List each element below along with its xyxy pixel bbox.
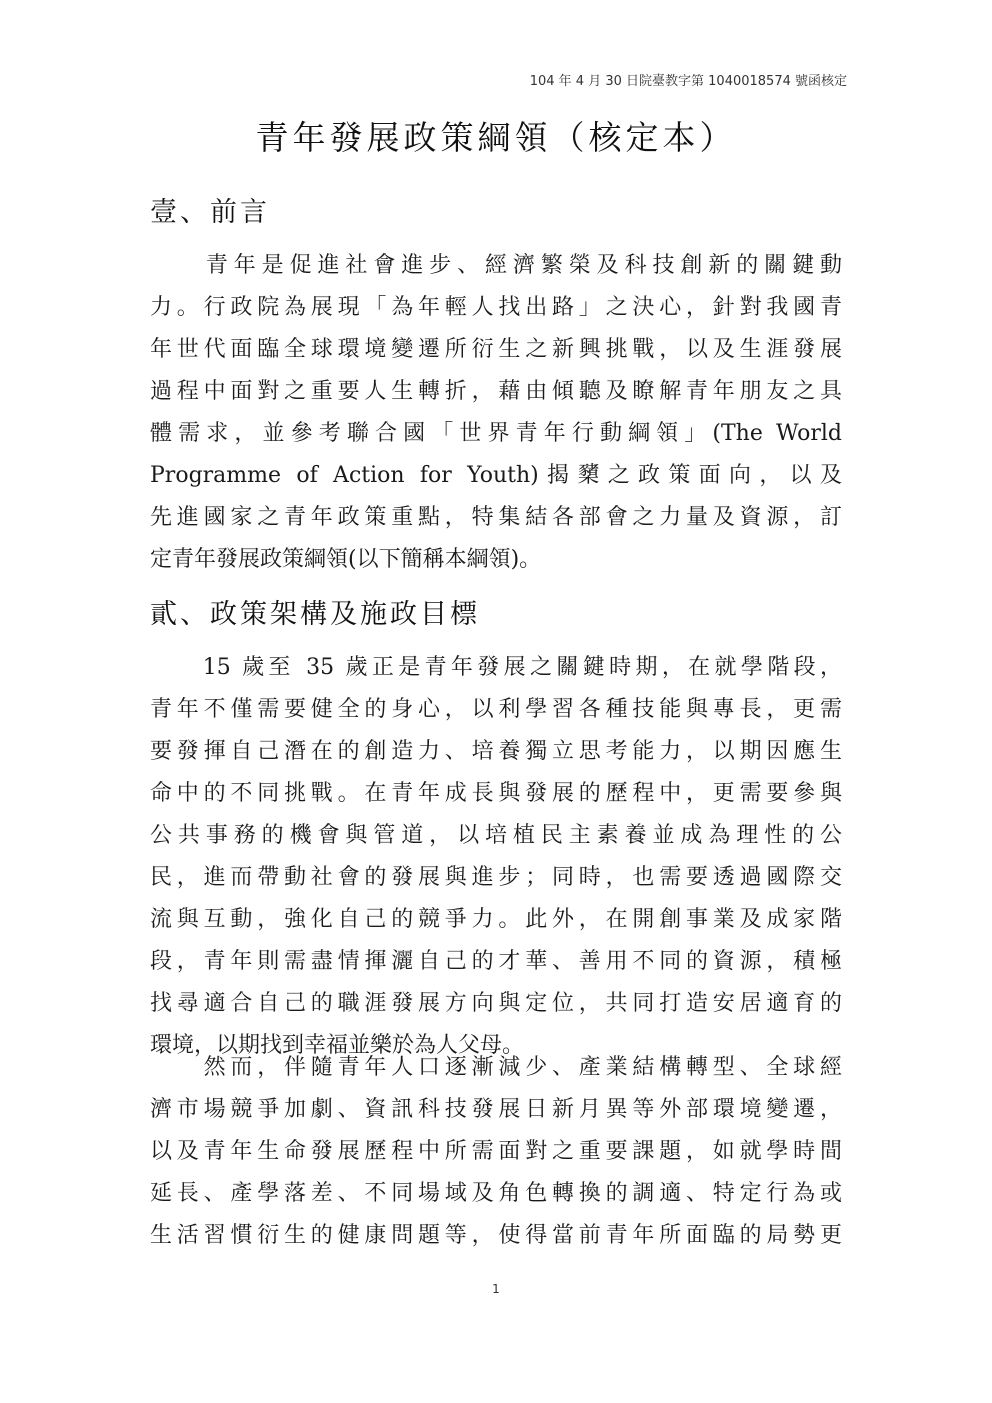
text-line: 定青年發展政策綱領(以下簡稱本綱領)。 (150, 547, 542, 572)
text-line: 青年是促進社會進步、經濟繁榮及科技創新的關鍵動 (150, 253, 842, 278)
page-number: 1 (492, 1282, 500, 1296)
text-line: 生活習慣衍生的健康問題等，使得當前青年所面臨的局勢更 (150, 1223, 842, 1248)
text-line: 以及青年生命發展歷程中所需面對之重要課題，如就學時間 (150, 1139, 842, 1164)
section-heading-policy-framework: 貳、政策架構及施政目標 (150, 599, 480, 630)
text-line: 體需求，並參考聯合國「世界青年行動綱領」(The World (150, 421, 842, 446)
document-title: 青年發展政策綱領（核定本） (255, 118, 737, 157)
text-line: 延長、產學落差、不同場域及角色轉換的調適、特定行為或 (150, 1181, 842, 1206)
text-line: 青年不僅需要健全的身心，以利學習各種技能與專長，更需 (150, 697, 842, 722)
text-line: 命中的不同挑戰。在青年成長與發展的歷程中，更需要參與 (150, 781, 842, 806)
text-line: 流與互動，強化自己的競爭力。此外，在開創事業及成家階 (150, 907, 842, 932)
text-line: 先進國家之青年政策重點，特集結各部會之力量及資源，訂 (150, 505, 842, 530)
text-line: 力。行政院為展現「為年輕人找出路」之決心，針對我國青 (150, 295, 842, 320)
text-line: 環境，以期找到幸福並樂於為人父母。 (150, 1033, 525, 1058)
text-line: 段，青年則需盡情揮灑自己的才華、善用不同的資源，積極 (150, 949, 842, 974)
text-line: 過程中面對之重要人生轉折，藉由傾聽及瞭解青年朋友之具 (150, 379, 842, 404)
document-reference: 104 年 4 月 30 日院臺教字第 1040018574 號函核定 (529, 74, 847, 89)
paragraph-preface (150, 245, 842, 581)
text-line: 民，進而帶動社會的發展與進步；同時，也需要透過國際交 (150, 865, 842, 890)
text-line: 找尋適合自己的職涯發展方向與定位，共同打造安居適育的 (150, 991, 842, 1016)
text-line: 15 歲至 35 歲正是青年發展之關鍵時期，在就學階段， (150, 655, 842, 680)
text-line: 濟市場競爭加劇、資訊科技發展日新月異等外部環境變遷， (150, 1097, 842, 1122)
text-line: 然而，伴隨青年人口逐漸減少、產業結構轉型、全球經 (150, 1055, 842, 1080)
text-line: Programme of Action for Youth)揭櫫之政策面向，以及 (150, 463, 842, 488)
section-heading-preface: 壹、前言 (150, 197, 270, 228)
paragraph-policy-framework-2 (150, 1047, 842, 1257)
paragraph-policy-framework-1 (150, 647, 842, 1067)
text-line: 年世代面臨全球環境變遷所衍生之新興挑戰，以及生涯發展 (150, 337, 842, 362)
text-line: 公共事務的機會與管道，以培植民主素養並成為理性的公 (150, 823, 842, 848)
text-line: 要發揮自己潛在的創造力、培養獨立思考能力，以期因應生 (150, 739, 842, 764)
